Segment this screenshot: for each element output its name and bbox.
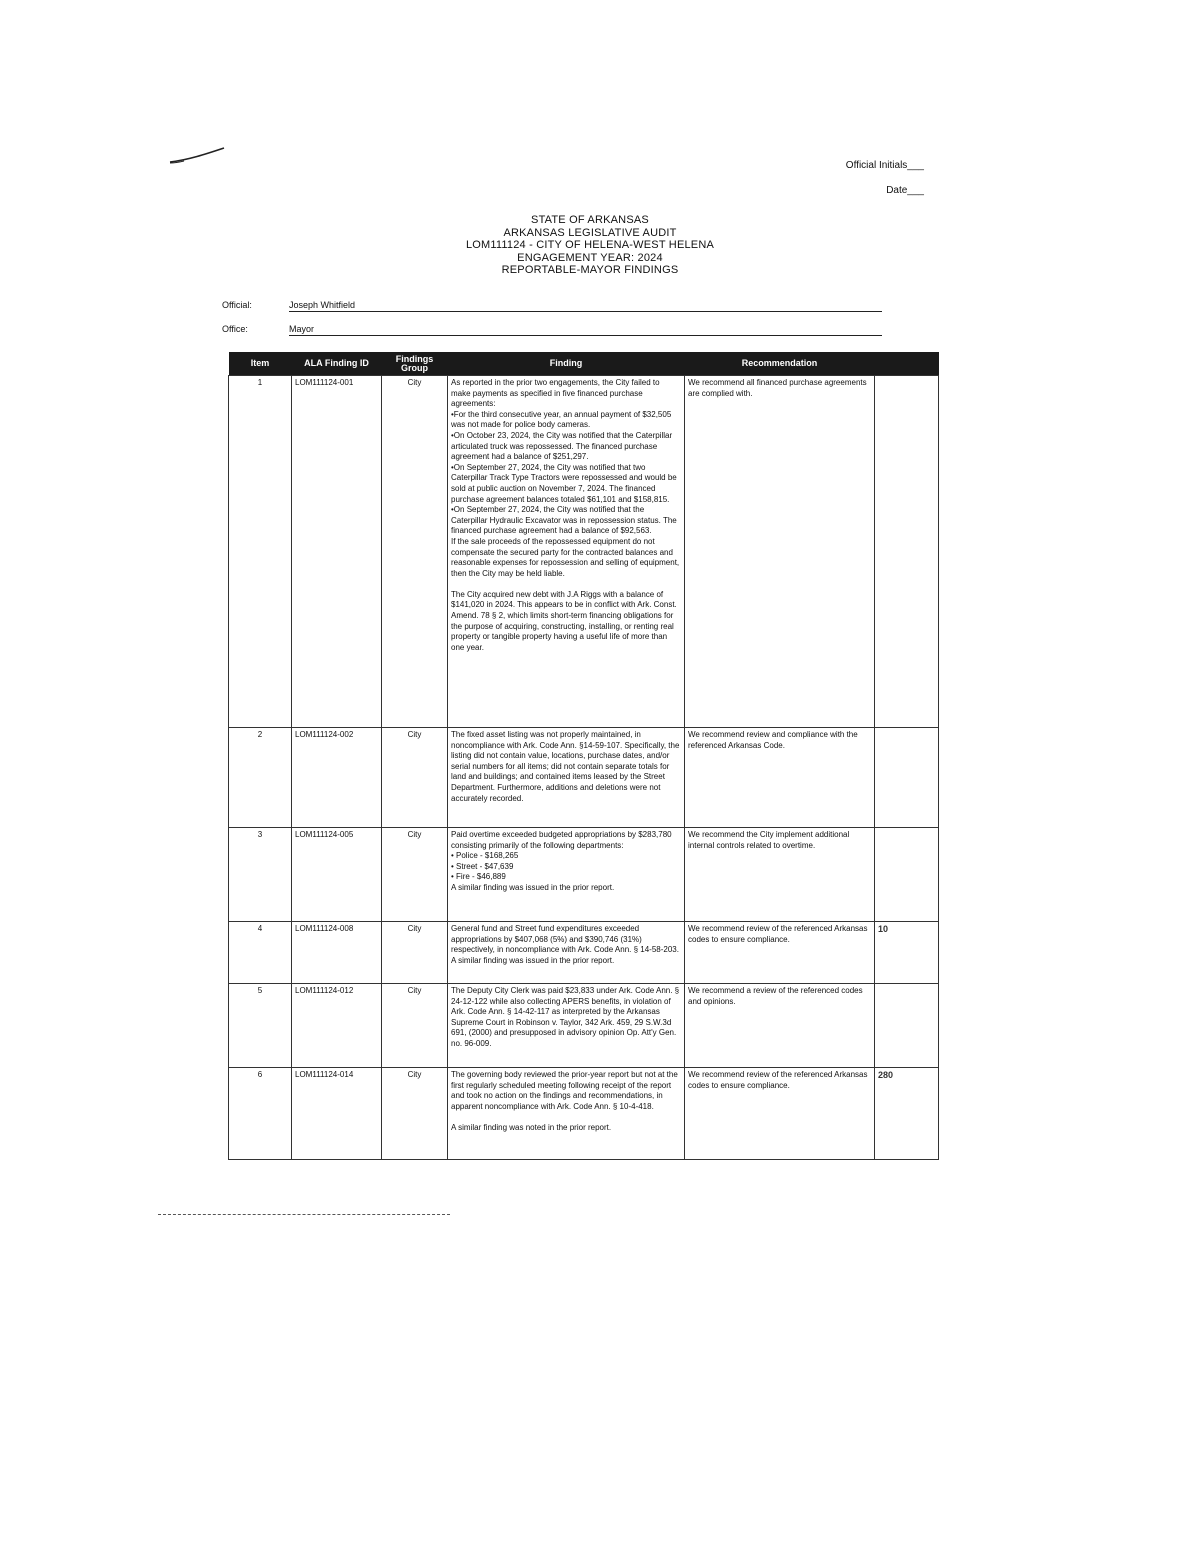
header-state: STATE OF ARKANSAS [531,214,649,226]
row-margin-mark [875,984,939,1068]
header-agency: ARKANSAS LEGISLATIVE AUDIT [503,226,677,239]
col-header-ala-finding-id: ALA Finding ID [292,352,382,376]
col-header-item: Item [229,352,292,376]
row-group: City [382,922,448,984]
date-field: Date___ [886,185,924,196]
row-finding: The governing body reviewed the prior-year report but not at the first regularly scheduled meeting following receipt of the report and took no action on the findings and recommendations, in apparent noncompliance with Ark. Code Ann. § 10-4-418. A similar finding was noted in the prior report. [448,1068,685,1160]
row-recommendation: We recommend review and compliance with the referenced Arkansas Code. [685,728,875,828]
scan-artifact-dashed-line [158,1214,450,1215]
row-group: City [382,1068,448,1160]
row-margin-mark [875,376,939,728]
office-value: Mayor [289,324,315,334]
row-finding: The Deputy City Clerk was paid $23,833 under Ark. Code Ann. § 24-12-122 while also collecting APERS benefits, in violation of Ark. Code Ann. § 14-42-117 as interpreted by the Arkansas Supreme Court in Robinson v. Taylor, 342 Ark. 459, 29 S.W.3d 691, (2000) and presupposed in advisory opinion Op. Att'y Gen. no. 96-009. [448,984,685,1068]
office-underline [289,335,882,336]
row-group: City [382,376,448,728]
row-item: 4 [229,922,292,984]
row-item: 2 [229,728,292,828]
row-finding-id: LOM111124-001 [292,376,382,728]
office-label: Office: [222,324,248,334]
header-engagement-year: ENGAGEMENT YEAR: 2024 [517,251,663,264]
row-finding-id: LOM111124-014 [292,1068,382,1160]
table-header-row [229,352,939,376]
row-finding-id: LOM111124-002 [292,728,382,828]
row-item: 5 [229,984,292,1068]
row-finding-id: LOM111124-005 [292,828,382,922]
row-group: City [382,828,448,922]
col-header-findings-group: Findings Group [382,352,448,376]
row-finding-id: LOM111124-008 [292,922,382,984]
col-header-finding: Finding [448,352,685,376]
row-recommendation: We recommend review of the referenced Arkansas codes to ensure compliance. [685,1068,875,1160]
row-group: City [382,984,448,1068]
findings-table [228,352,939,1160]
table-row [229,1068,939,1160]
row-margin-mark [875,828,939,922]
header-report-type: REPORTABLE-MAYOR FINDINGS [501,264,679,276]
row-recommendation: We recommend all financed purchase agreements are complied with. [685,376,875,728]
row-margin-mark: 280 [875,1068,939,1160]
report-header [440,214,740,277]
table-row [229,828,939,922]
table-row [229,984,939,1068]
row-finding-id: LOM111124-012 [292,984,382,1068]
official-row [222,300,882,314]
table-row [229,376,939,728]
col-header-recommendation: Recommendation [685,352,875,376]
official-value: Joseph Whitfield [289,300,356,310]
row-recommendation: We recommend review of the referenced Arkansas codes to ensure compliance. [685,922,875,984]
row-item: 1 [229,376,292,728]
row-item: 3 [229,828,292,922]
row-recommendation: We recommend the City implement additional internal controls related to overtime. [685,828,875,922]
table-row [229,922,939,984]
row-finding: As reported in the prior two engagements, the City failed to make payments as specified in five financed purchase agreements: •For the third consecutive year, an annual payment of $32,505 was not made for police body cameras. •On October 23, 2024, the City was notified that the Caterpillar articulated truck was repossessed. The financed purchase agreement had a balance of $251,297. •On September 27, 2024, the City was notified that two Caterpillar Track Type Tractors were repossessed and would be sold at public auction on November 7, 2024. The financed purchase agreement balances totaled $61,101 and $158,815. •On September 27, 2024, the City was notified that the Caterpillar Hydraulic Excavator was in repossession status. The financed purchase agreement had a balance of $92,563. If the sale proceeds of the repossessed equipment do not compensate the secured party for the contracted balances and reasonable expenses for repossession and selling of equipment, then the City may be held liable. The City acquired new debt with J.A Riggs with a balance of $141,020 in 2024. This appears to be in conflict with Ark. Const. Amend. 78 § 2, which limits short-term financing obligations for the purpose of acquiring, constructing, installing, or renting real property or tangible property having a useful life of more than one year. [448,376,685,728]
table-row [229,728,939,828]
header-entity: LOM111124 - CITY OF HELENA-WEST HELENA [465,239,715,251]
row-group: City [382,728,448,828]
row-margin-mark: 10 [875,922,939,984]
official-initials-field: Official Initials___ [845,160,924,171]
office-row [222,324,882,338]
row-finding: Paid overtime exceeded budgeted appropriations by $283,780 consisting primarily of the following departments: • Police - $168,265 • Street - $47,639 • Fire - $46,889 A similar finding was issued in the prior report. [448,828,685,922]
pen-stroke-mark [168,146,228,166]
row-margin-mark [875,728,939,828]
official-underline [289,311,882,312]
row-finding: The fixed asset listing was not properly maintained, in noncompliance with Ark. Code Ann. §14-59-107. Specifically, the listing did not contain value, locations, purchase dates, and/or serial numbers for all items; did not contain separate totals for land and buildings; and contained items leased by the Street Department. Furthermore, additions and deletions were not accurately recorded. [448,728,685,828]
row-recommendation: We recommend a review of the referenced codes and opinions. [685,984,875,1068]
row-item: 6 [229,1068,292,1160]
col-header-blank [875,352,939,376]
row-finding: General fund and Street fund expenditures exceeded appropriations by $407,068 (5%) and $390,746 (31%) respectively, in noncompliance with Ark. Code Ann. § 14-58-203. A similar finding was issued in the prior report. [448,922,685,984]
official-label: Official: [222,300,252,310]
